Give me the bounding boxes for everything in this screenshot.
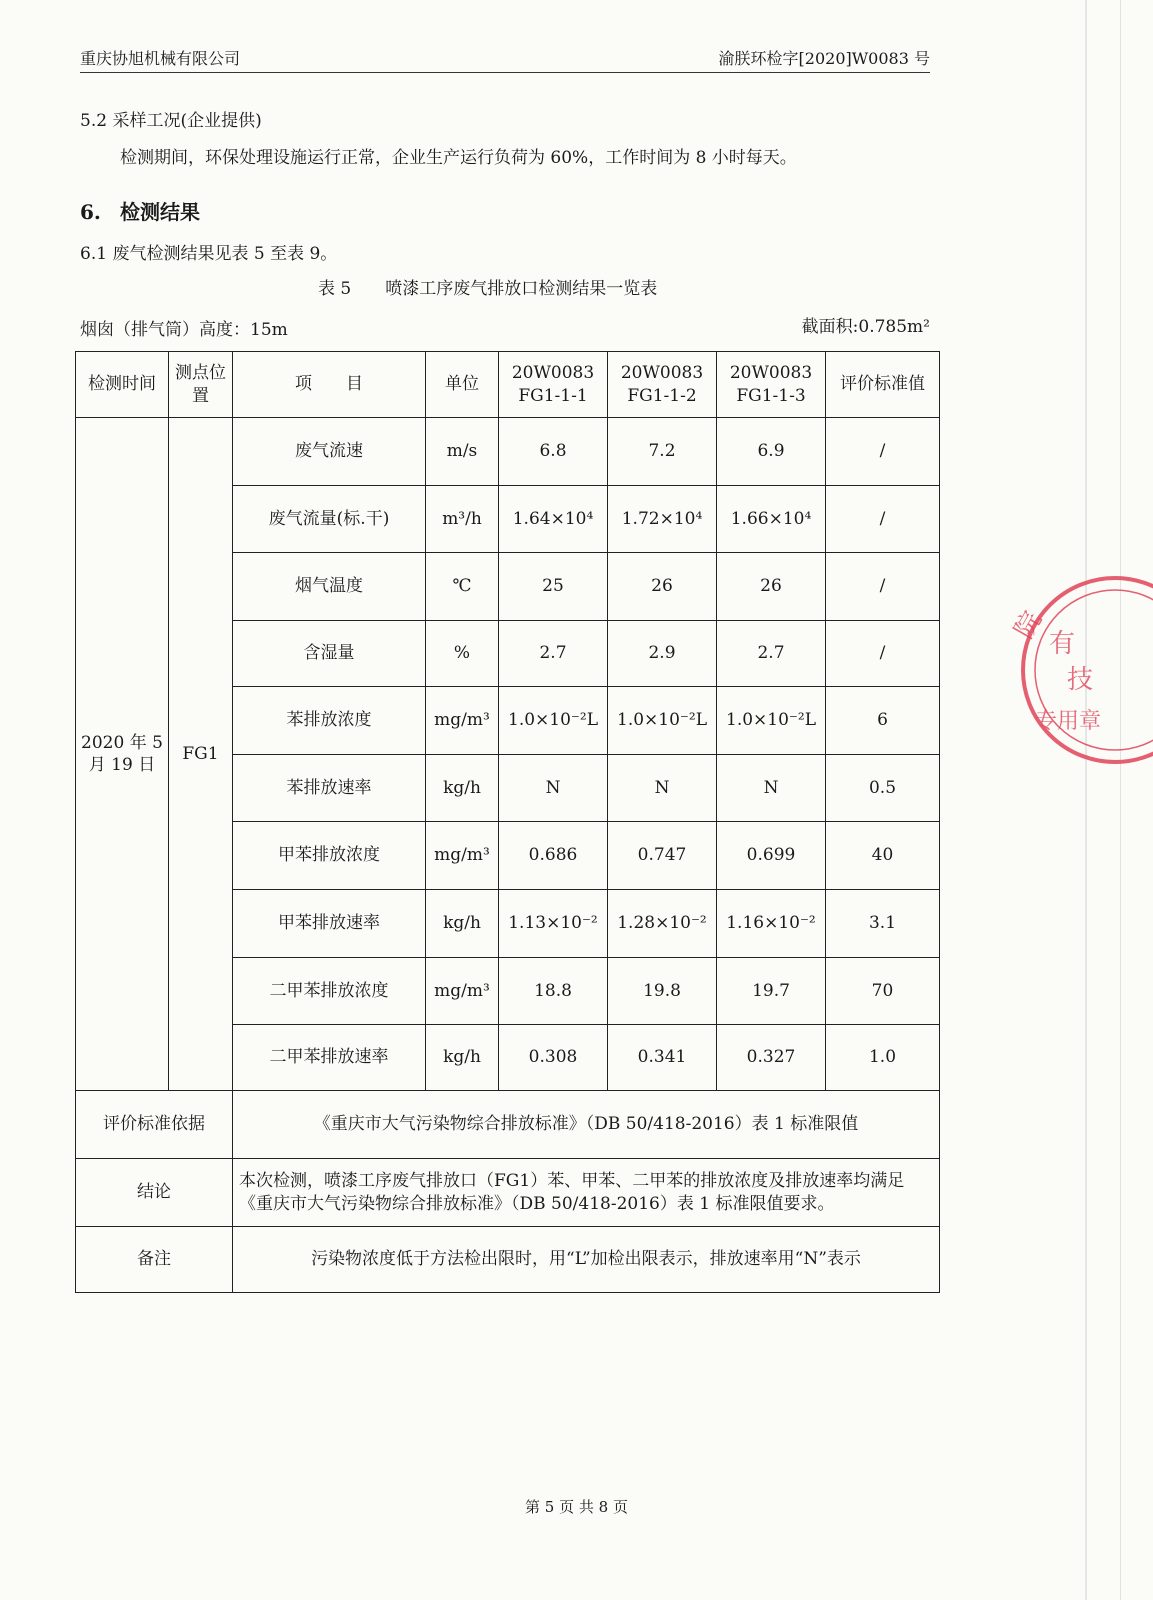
- item-name: 含湿量: [233, 621, 426, 687]
- item-unit: kg/h: [426, 890, 499, 958]
- item-unit: %: [426, 621, 499, 687]
- value-sample-1: 1.64×10⁴: [499, 486, 608, 553]
- item-unit: m³/h: [426, 486, 499, 553]
- value-sample-1: 2.7: [499, 621, 608, 687]
- value-sample-2: 1.28×10⁻²: [608, 890, 717, 958]
- standard-value: /: [826, 621, 940, 687]
- item-unit: kg/h: [426, 1025, 499, 1091]
- header-location: 测点位置: [169, 352, 233, 418]
- page-header: [80, 46, 930, 73]
- evaluation-basis-label: 评价标准依据: [76, 1091, 233, 1159]
- value-sample-1: 0.686: [499, 822, 608, 890]
- sampling-date: 2020 年 5 月 19 日: [76, 418, 169, 1091]
- cross-section-area: 截面积:0.785m²: [801, 317, 930, 337]
- value-sample-3: 1.0×10⁻²L: [717, 687, 826, 755]
- section-6-number: 6.: [80, 200, 101, 224]
- page-edge: [1085, 0, 1087, 1600]
- evaluation-basis-row: [76, 1091, 940, 1159]
- sampling-point: FG1: [169, 418, 233, 1091]
- standard-value: 3.1: [826, 890, 940, 958]
- results-table: [75, 351, 940, 1293]
- table-caption: 表 5 喷漆工序废气排放口检测结果一览表: [318, 279, 658, 299]
- value-sample-3: 19.7: [717, 958, 826, 1025]
- svg-text:专用章: 专用章: [1035, 709, 1102, 734]
- value-sample-3: 1.66×10⁴: [717, 486, 826, 553]
- value-sample-2: 1.0×10⁻²L: [608, 687, 717, 755]
- standard-value: /: [826, 486, 940, 553]
- page-footer: 第 5 页 共 8 页: [525, 1498, 628, 1516]
- company-name: 重庆协旭机械有限公司: [80, 49, 241, 68]
- value-sample-3: N: [717, 755, 826, 822]
- official-stamp: [1005, 570, 1153, 790]
- value-sample-2: N: [608, 755, 717, 822]
- header-standard: 评价标准值: [826, 352, 940, 418]
- evaluation-basis-text: 《重庆市大气污染物综合排放标准》（DB 50/418-2016）表 1 标准限值: [233, 1091, 940, 1159]
- conclusion-text: 本次检测，喷漆工序废气排放口（FG1）苯、甲苯、二甲苯的排放浓度及排放速率均满足《重庆市大气污染物综合排放标准》（DB 50/418-2016）表 1 标准限值要求。: [233, 1159, 940, 1227]
- remark-row: [76, 1227, 940, 1293]
- standard-value: 6: [826, 687, 940, 755]
- value-sample-1: N: [499, 755, 608, 822]
- value-sample-2: 19.8: [608, 958, 717, 1025]
- section-6-heading: [80, 196, 200, 225]
- value-sample-1: 0.308: [499, 1025, 608, 1091]
- table-header-row: [76, 352, 940, 418]
- standard-value: 0.5: [826, 755, 940, 822]
- item-unit: kg/h: [426, 755, 499, 822]
- value-sample-2: 1.72×10⁴: [608, 486, 717, 553]
- item-unit: mg/m³: [426, 687, 499, 755]
- item-name: 烟气温度: [233, 553, 426, 621]
- header-sample-2: 20W0083 FG1-1-2: [608, 352, 717, 418]
- value-sample-2: 0.747: [608, 822, 717, 890]
- value-sample-2: 26: [608, 553, 717, 621]
- standard-value: 70: [826, 958, 940, 1025]
- value-sample-1: 25: [499, 553, 608, 621]
- item-name: 二甲苯排放速率: [233, 1025, 426, 1091]
- table-row: [76, 418, 940, 486]
- item-unit: mg/m³: [426, 958, 499, 1025]
- item-name: 甲苯排放速率: [233, 890, 426, 958]
- value-sample-1: 18.8: [499, 958, 608, 1025]
- value-sample-1: 1.13×10⁻²: [499, 890, 608, 958]
- item-name: 苯排放浓度: [233, 687, 426, 755]
- standard-value: /: [826, 553, 940, 621]
- value-sample-1: 6.8: [499, 418, 608, 486]
- svg-text:技: 技: [1067, 665, 1094, 695]
- item-unit: m/s: [426, 418, 499, 486]
- value-sample-3: 0.699: [717, 822, 826, 890]
- value-sample-3: 0.327: [717, 1025, 826, 1091]
- section-6-1-text: 6.1 废气检测结果见表 5 至表 9。: [80, 244, 338, 264]
- section-5-2-title: 5.2 采样工况(企业提供): [80, 111, 262, 131]
- header-time: 检测时间: [76, 352, 169, 418]
- item-name: 甲苯排放浓度: [233, 822, 426, 890]
- remark-text: 污染物浓度低于方法检出限时，用“L”加检出限表示，排放速率用“N”表示: [233, 1227, 940, 1293]
- item-name: 废气流量(标.干): [233, 486, 426, 553]
- value-sample-1: 1.0×10⁻²L: [499, 687, 608, 755]
- header-sample-1: 20W0083 FG1-1-1: [499, 352, 608, 418]
- value-sample-3: 1.16×10⁻²: [717, 890, 826, 958]
- item-unit: mg/m³: [426, 822, 499, 890]
- item-name: 苯排放速率: [233, 755, 426, 822]
- section-5-2-body: 检测期间，环保处理设施运行正常，企业生产运行负荷为 60%，工作时间为 8 小时每天。: [120, 148, 797, 168]
- value-sample-3: 26: [717, 553, 826, 621]
- stack-height: 烟囱（排气筒）高度：15m: [80, 320, 288, 340]
- value-sample-2: 0.341: [608, 1025, 717, 1091]
- standard-value: /: [826, 418, 940, 486]
- item-name: 二甲苯排放浓度: [233, 958, 426, 1025]
- item-unit: ℃: [426, 553, 499, 621]
- header-unit: 单位: [426, 352, 499, 418]
- conclusion-row: [76, 1159, 940, 1227]
- value-sample-2: 7.2: [608, 418, 717, 486]
- report-number: 渝朕环检字[2020]W0083 号: [718, 49, 930, 68]
- value-sample-2: 2.9: [608, 621, 717, 687]
- remark-label: 备注: [76, 1227, 233, 1293]
- page-edge: [1120, 0, 1121, 1600]
- svg-text:院: 院: [1009, 606, 1049, 644]
- value-sample-3: 2.7: [717, 621, 826, 687]
- conclusion-label: 结论: [76, 1159, 233, 1227]
- item-name: 废气流速: [233, 418, 426, 486]
- value-sample-3: 6.9: [717, 418, 826, 486]
- header-item: 项 目: [233, 352, 426, 418]
- section-6-title: 检测结果: [120, 200, 200, 224]
- standard-value: 1.0: [826, 1025, 940, 1091]
- standard-value: 40: [826, 822, 940, 890]
- svg-text:有: 有: [1049, 629, 1076, 659]
- header-sample-3: 20W0083 FG1-1-3: [717, 352, 826, 418]
